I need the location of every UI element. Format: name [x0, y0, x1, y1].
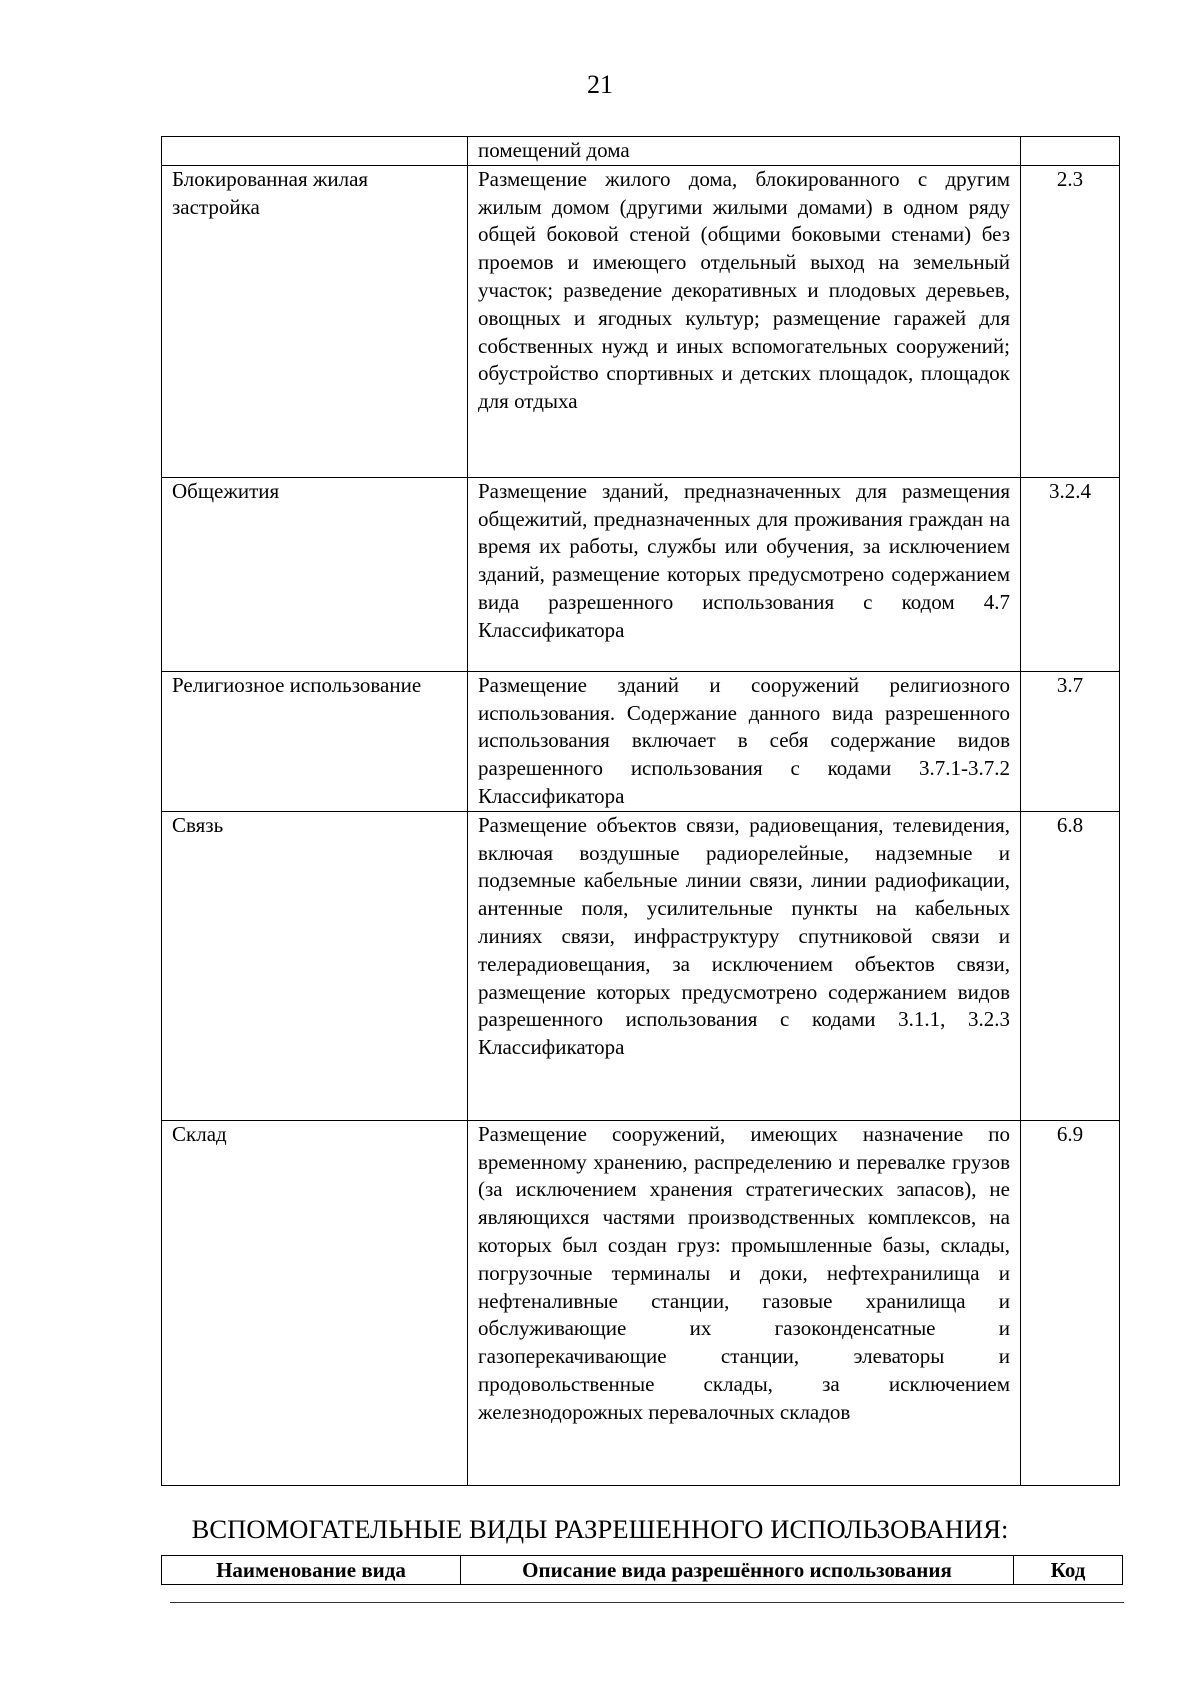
footer-rule — [170, 1602, 1124, 1603]
table-row — [162, 137, 1120, 166]
use-type-code: 6.9 — [1021, 1120, 1120, 1485]
table-row — [162, 1120, 1120, 1485]
use-type-code: 3.7 — [1021, 671, 1120, 811]
use-type-description: Размещение зданий и сооружений религиозного использования. Содержание данного вида разрешенного использования включает в себя содержание видов разрешенного использования с кодами 3.7.1-3.7.2 Классификатора — [468, 671, 1021, 811]
use-type-name: Связь — [162, 811, 468, 1120]
use-type-code: 2.3 — [1021, 165, 1120, 477]
page-number: 21 — [587, 70, 613, 99]
table-row — [162, 671, 1120, 811]
use-type-name: Общежития — [162, 477, 468, 671]
header-row — [162, 1556, 1123, 1585]
auxiliary-uses-table-header — [161, 1555, 1123, 1585]
use-type-description: помещений дома — [468, 137, 1021, 166]
use-type-name: Блокированная жилая застройка — [162, 165, 468, 477]
use-type-description: Размещение зданий, предназначенных для размещения общежитий, предназначенных для проживания граждан на время их работы, службы или обучения, за исключением зданий, размещение которых предусмотрено содержанием вида разрешенного использования с кодом 4.7 Классификатора — [468, 477, 1021, 671]
use-type-name: Склад — [162, 1120, 468, 1485]
use-type-description: Размещение объектов связи, радиовещания, телевидения, включая воздушные радиорелейные, надземные и подземные кабельные линии связи, линии радиофикации, антенные поля, усилительные пункты на кабельных линиях связи, инфраструктуру спутниковой связи и телерадиовещания, за исключением объектов связи, размещение которых предусмотрено содержанием видов разрешенного использования с кодами 3.1.1, 3.2.3 Классификатора — [468, 811, 1021, 1120]
column-header-description: Описание вида разрешённого использования — [461, 1556, 1014, 1585]
column-header-name: Наименование вида — [162, 1556, 461, 1585]
use-type-description: Размещение жилого дома, блокированного с другим жилым домом (другими жилыми домами) в одном ряду общей боковой стеной (общими боковыми стенами) без проемов и имеющего отдельный выход на земельный участок; разведение декоративных и плодовых деревьев, овощных и ягодных культур; размещение гаражей для собственных нужд и иных вспомогательных сооружений; обустройство спортивных и детских площадок, площадок для отдыха — [468, 165, 1021, 477]
use-type-code — [1021, 137, 1120, 166]
table-row — [162, 811, 1120, 1120]
use-type-name: Религиозное использование — [162, 671, 468, 811]
auxiliary-uses-heading: ВСПОМОГАТЕЛЬНЫЕ ВИДЫ РАЗРЕШЕННОГО ИСПОЛЬЗОВАНИЯ: — [191, 1514, 1009, 1544]
column-header-code: Код — [1014, 1556, 1123, 1585]
table-row — [162, 165, 1120, 477]
use-type-description: Размещение сооружений, имеющих назначение по временному хранению, распределению и перевалке грузов (за исключением хранения стратегических запасов), не являющихся частями производственных комплексов, на которых был создан груз: промышленные базы, склады, погрузочные терминалы и доки, нефтехранилища и нефтеналивные станции, газовые хранилища и обслуживающие их газоконденсатные и газоперекачивающие станции, элеваторы и продовольственные склады, за исключением железнодорожных перевалочных складов — [468, 1120, 1021, 1485]
table-row — [162, 477, 1120, 671]
use-type-code: 3.2.4 — [1021, 477, 1120, 671]
use-type-name — [162, 137, 468, 166]
use-type-code: 6.8 — [1021, 811, 1120, 1120]
permitted-use-table — [161, 136, 1120, 1486]
